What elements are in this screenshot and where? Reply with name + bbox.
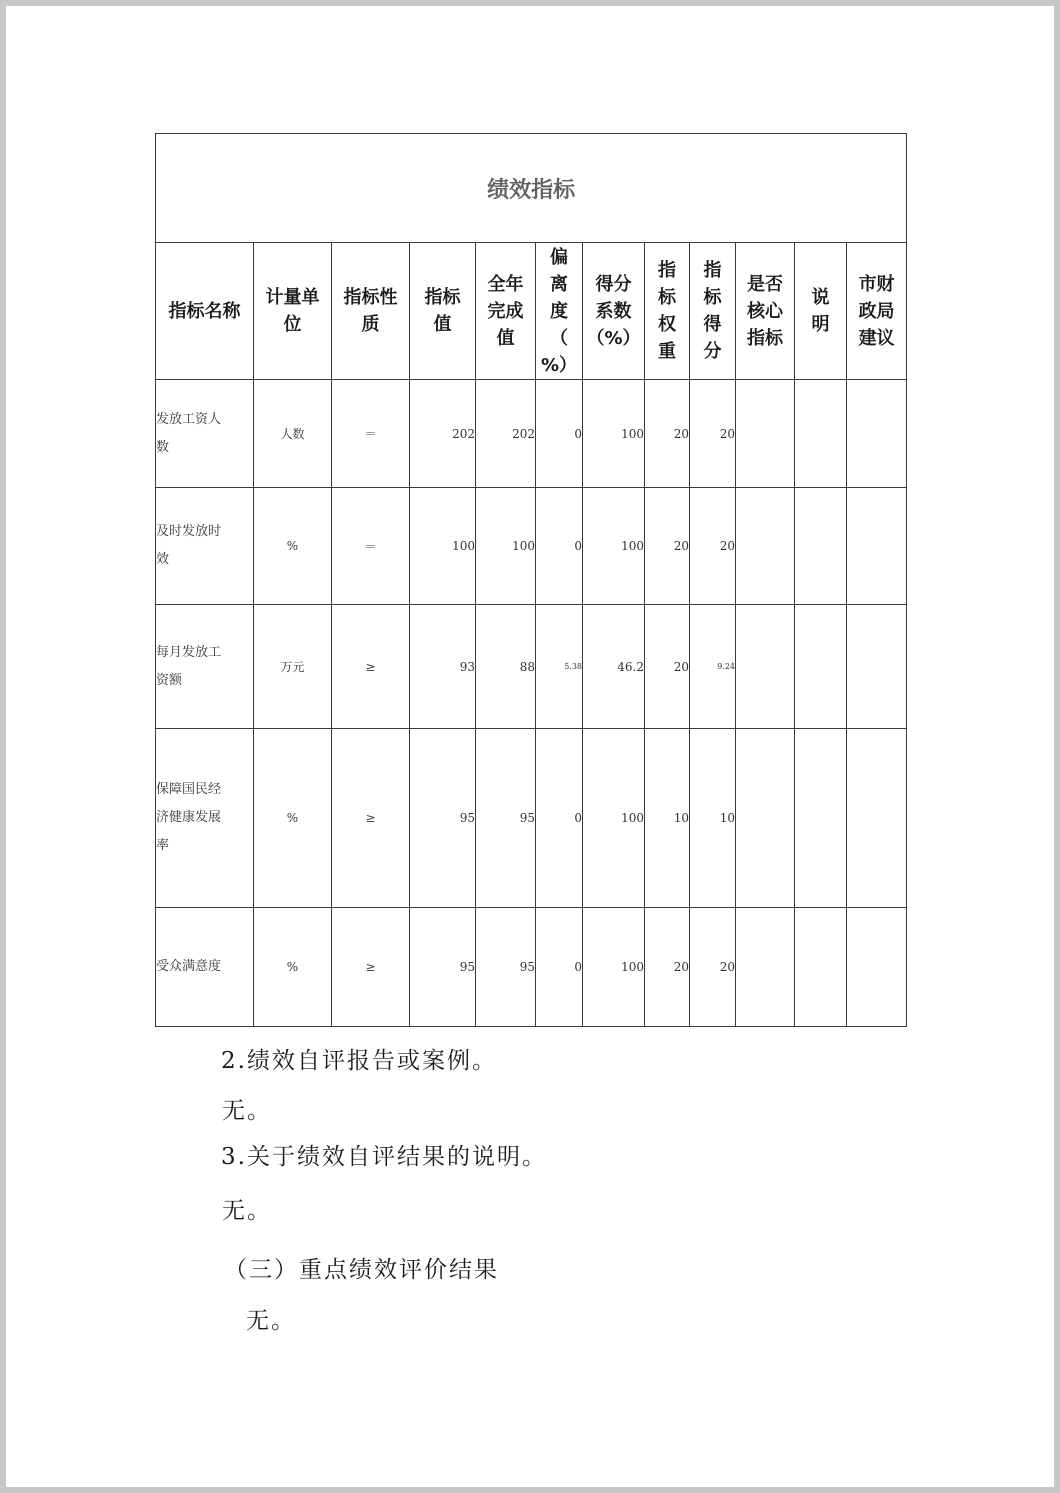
row-note: [795, 380, 847, 488]
row-weight: 20: [645, 488, 690, 605]
section-heading-self-evaluation-explanation: 3.关于绩效自评结果的说明。: [221, 1144, 547, 1170]
header-line: 偏: [550, 246, 568, 268]
header-line: 度: [550, 300, 568, 322]
row-target: 93: [410, 605, 476, 729]
row-indicator-name: [156, 380, 254, 488]
row-coefficient: 46.2: [583, 605, 645, 729]
row-target: 202: [410, 380, 476, 488]
row-indicator-name: [156, 729, 254, 908]
row-nature: ≥: [332, 908, 410, 1027]
name-line: 率: [156, 838, 170, 853]
row-advice: [847, 380, 907, 488]
header-line: 值: [496, 327, 515, 349]
row-coefficient: 100: [583, 729, 645, 908]
body-text-none: 无。: [222, 1198, 272, 1224]
header-line: 标: [658, 287, 676, 308]
row-note: [795, 908, 847, 1027]
header-line: 指标: [747, 327, 783, 349]
row-score: 10: [690, 729, 736, 908]
row-actual: 88: [476, 605, 536, 729]
header-line: 建议: [858, 327, 895, 349]
header-weight: [645, 243, 690, 380]
row-weight: 10: [645, 729, 690, 908]
row-core: [736, 605, 795, 729]
row-coefficient: 100: [583, 488, 645, 605]
section-heading-self-evaluation-report: 2.绩效自评报告或案例。: [221, 1048, 497, 1074]
header-line: 指: [703, 260, 722, 281]
row-weight: 20: [645, 908, 690, 1027]
header-line: 质: [361, 314, 380, 335]
row-nature: ＝: [332, 488, 410, 605]
header-line: 是否: [747, 273, 783, 295]
row-target: 95: [410, 908, 476, 1027]
table-row: [156, 605, 907, 729]
header-line: 分: [703, 341, 722, 362]
body-text-none: 无。: [222, 1098, 272, 1124]
row-score: 9.24: [690, 605, 736, 729]
header-line: 指: [658, 260, 676, 281]
row-deviation: 0: [536, 488, 583, 605]
header-line: 值: [433, 314, 452, 335]
row-score: 20: [690, 380, 736, 488]
row-target: 100: [410, 488, 476, 605]
header-line: 说: [811, 287, 830, 308]
header-nature: [332, 243, 410, 380]
table-row: [156, 488, 907, 605]
document-page: [6, 6, 1054, 1487]
header-line: 得: [703, 314, 722, 335]
name-line: 济健康发展: [156, 810, 222, 825]
header-note: [795, 243, 847, 380]
row-unit: 万元: [254, 605, 332, 729]
row-actual: 100: [476, 488, 536, 605]
header-line: 系数: [595, 300, 632, 322]
row-score: 20: [690, 488, 736, 605]
row-note: [795, 729, 847, 908]
header-score-coefficient: [583, 243, 645, 380]
header-line: 离: [550, 273, 568, 295]
header-line: 完成: [487, 300, 524, 322]
row-score: 20: [690, 908, 736, 1027]
row-indicator-name: [156, 908, 254, 1027]
row-deviation: 0: [536, 908, 583, 1027]
row-coefficient: 100: [583, 908, 645, 1027]
header-line: 重: [658, 341, 676, 362]
table-title: 绩效指标: [156, 134, 907, 243]
header-line: 指标性: [343, 287, 398, 308]
row-unit: %: [254, 908, 332, 1027]
row-coefficient: 100: [583, 380, 645, 488]
name-line: 保障国民经: [156, 782, 222, 797]
row-indicator-name: [156, 488, 254, 605]
body-text-none: 无。: [246, 1308, 296, 1334]
header-line: 指标名称: [168, 300, 241, 322]
header-line: 明: [811, 314, 830, 335]
header-unit: [254, 243, 332, 380]
header-line: 指标: [424, 287, 461, 308]
row-deviation: 5.38: [536, 605, 583, 729]
header-line: 标: [703, 287, 722, 308]
name-line: 数: [156, 439, 170, 455]
row-deviation: 0: [536, 380, 583, 488]
header-line: （: [550, 327, 568, 349]
header-line: %）: [540, 354, 578, 376]
name-line: 受众满意度: [156, 959, 222, 974]
header-line: 计量单: [265, 287, 320, 308]
row-advice: [847, 729, 907, 908]
header-deviation: [536, 243, 583, 380]
row-weight: 20: [645, 605, 690, 729]
header-line: 得分: [595, 273, 632, 295]
section-heading-key-evaluation-results: （三）重点绩效评价结果: [224, 1257, 499, 1283]
name-line: 及时发放时: [156, 524, 222, 539]
row-unit: 人数: [254, 380, 332, 488]
row-core: [736, 380, 795, 488]
row-core: [736, 908, 795, 1027]
row-nature: ≥: [332, 605, 410, 729]
header-score: [690, 243, 736, 380]
header-line: 位: [283, 314, 302, 335]
name-line: 效: [156, 552, 170, 567]
row-advice: [847, 908, 907, 1027]
header-finance-advice: [847, 243, 907, 380]
row-advice: [847, 605, 907, 729]
header-core-indicator: [736, 243, 795, 380]
name-line: 每月发放工: [156, 644, 222, 660]
header-actual-value: [476, 243, 536, 380]
row-actual: 95: [476, 908, 536, 1027]
table-row: [156, 908, 907, 1027]
header-target-value: [410, 243, 476, 380]
row-advice: [847, 488, 907, 605]
header-line: 市财: [858, 273, 895, 295]
table-row: [156, 729, 907, 908]
header-line: （%）: [586, 327, 641, 349]
header-line: 核心: [747, 300, 783, 322]
row-core: [736, 729, 795, 908]
name-line: 发放工资人: [156, 411, 222, 427]
row-unit: %: [254, 729, 332, 908]
header-line: 全年: [487, 273, 524, 295]
row-note: [795, 605, 847, 729]
header-line: 权: [658, 314, 676, 335]
row-weight: 20: [645, 380, 690, 488]
row-actual: 95: [476, 729, 536, 908]
row-deviation: 0: [536, 729, 583, 908]
row-target: 95: [410, 729, 476, 908]
table-row: [156, 380, 907, 488]
row-note: [795, 488, 847, 605]
row-nature: ＝: [332, 380, 410, 488]
performance-indicator-table: [155, 133, 907, 1027]
row-actual: 202: [476, 380, 536, 488]
row-indicator-name: [156, 605, 254, 729]
row-nature: ≥: [332, 729, 410, 908]
name-line: 资额: [156, 672, 183, 688]
header-indicator-name: [156, 243, 254, 380]
row-unit: %: [254, 488, 332, 605]
header-line: 政局: [858, 300, 895, 322]
row-core: [736, 488, 795, 605]
table-header-row: [156, 243, 907, 380]
